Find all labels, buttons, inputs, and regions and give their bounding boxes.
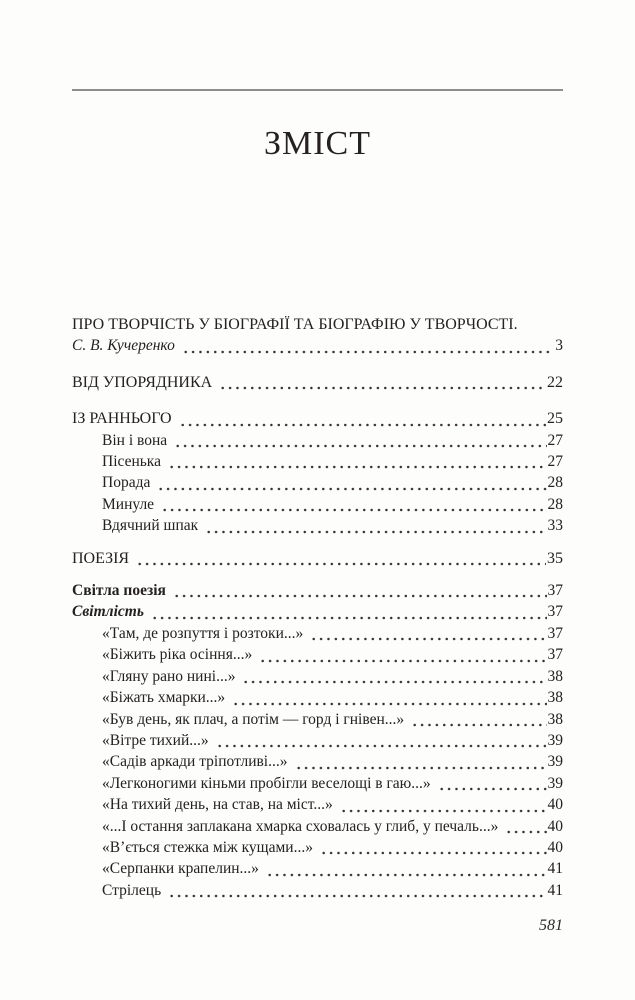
toc-entry [72,687,563,708]
header-rule [72,89,563,91]
dot-leader [438,773,547,794]
toc-entry [72,730,563,751]
toc-entry [72,451,563,472]
toc-entry [72,794,563,815]
dot-leader [168,451,547,472]
toc-entry-page: 33 [547,517,563,535]
toc-entry-page: 27 [547,453,563,471]
toc-entry-label: «В’ється стежка між кущами...» [102,838,313,856]
dot-leader [161,494,546,515]
toc-entry-page: 40 [547,817,563,835]
toc-entry-label: Минуле [102,495,155,513]
toc-entry-label: Він і вона [102,431,168,449]
toc-entry-page: 39 [547,753,563,771]
toc-entry-label: Пісенька [102,453,161,471]
toc-entry-label: «На тихий день, на став, на міст...» [102,796,333,814]
toc-entry-page: 39 [547,731,563,749]
toc-entry-label: ПОЕЗІЯ [72,549,130,567]
toc-entry [72,816,563,837]
toc-entry-label: Порада [102,474,151,492]
dot-leader [216,730,547,751]
toc-entry-label: «Був день, як плач, а потім — горд і гнівен...» [102,710,405,728]
toc-entry [72,858,563,879]
dot-leader [505,816,546,837]
dot-leader [205,515,546,536]
toc-entry-label: С. В. Кучеренко [72,337,175,355]
toc-entry-label: Вдячний шпак [102,517,199,535]
toc-entry [72,709,563,730]
toc-entry [72,623,563,644]
toc-entry-label: «Біжить ріка осіння...» [102,646,253,664]
toc-entry-page: 40 [547,838,563,856]
toc-entry-label: ІЗ РАННЬОГО [72,410,172,428]
toc-entry-label: «Серпанки крапелин...» [102,860,259,878]
toc-entry [72,314,563,335]
dot-leader [136,548,546,569]
folio-page-number: 581 [539,917,563,935]
toc-entry-page: 22 [547,373,563,391]
toc-entry [72,335,563,356]
toc-entry [72,880,563,901]
toc-entry-label: ВІД УПОРЯДНИКА [72,373,213,391]
toc-entry [72,408,563,429]
dot-leader [173,580,547,601]
dot-leader [340,794,547,815]
toc-entry-label: «Біжать хмарки...» [102,689,226,707]
dot-leader [168,880,546,901]
toc-entry-page: 37 [547,646,563,664]
toc-entry-page: 39 [547,774,563,792]
dot-leader [179,408,546,429]
dot-leader [157,472,546,493]
dot-leader [259,644,546,665]
toc-entry-page: 37 [547,624,563,642]
toc-entry [72,430,563,451]
toc-entry-label: Світлість [72,603,144,621]
dot-leader [411,709,546,730]
toc-entry [72,580,563,601]
toc-entry-label: Світла поезія [72,582,166,600]
toc-entry-page: 38 [547,689,563,707]
toc-entry [72,666,563,687]
dot-leader [182,335,554,356]
toc-entry-page: 37 [547,582,563,600]
toc-entry-page: 25 [547,410,563,428]
toc-entry [72,837,563,858]
toc-entry [72,773,563,794]
toc-entry-label: «Садів аркади тріпотливі...» [102,753,288,771]
toc-entry-page: 3 [555,337,563,355]
dot-leader [174,430,546,451]
toc-entry [72,644,563,665]
toc-entry-label: ПРО ТВОРЧІСТЬ У БІОГРАФІЇ ТА БІОГРАФІЮ У ТВОРЧОСТІ. [72,316,518,333]
toc-entry-label: «Гляну рано нині...» [102,667,236,685]
toc-list [72,314,563,901]
toc-entry-label: Стрілець [102,881,162,899]
dot-leader [219,372,546,393]
toc-entry-label: «Легконогими кіньми пробігли веселощі в гаю...» [102,774,431,792]
toc-entry-page: 38 [547,710,563,728]
dot-leader [151,601,547,622]
dot-leader [242,666,546,687]
toc-entry [72,494,563,515]
toc-entry [72,472,563,493]
toc-entry [72,372,563,393]
toc-entry-page: 38 [547,667,563,685]
toc-entry [72,515,563,536]
toc-entry-label: «...І остання заплакана хмарка сховалась у глиб, у печаль...» [102,817,499,835]
page-title: ЗМІСТ [263,125,372,162]
dot-leader [232,687,546,708]
toc-entry-page: 28 [547,474,563,492]
toc-entry-page: 37 [547,603,563,621]
toc-entry-label: «Вітре тихий...» [102,731,209,749]
toc-entry-label: «Там, де розпуття і розтоки...» [102,624,304,642]
toc-entry [72,548,563,569]
dot-leader [266,858,547,879]
toc-entry-page: 28 [547,495,563,513]
toc-entry [72,601,563,622]
toc-entry-page: 40 [547,796,563,814]
dot-leader [320,837,547,858]
dot-leader [295,751,547,772]
toc-entry-page: 35 [547,549,563,567]
toc-entry-page: 41 [547,860,563,878]
toc-entry-page: 27 [547,431,563,449]
dot-leader [310,623,546,644]
toc-entry-page: 41 [547,881,563,899]
toc-entry [72,751,563,772]
